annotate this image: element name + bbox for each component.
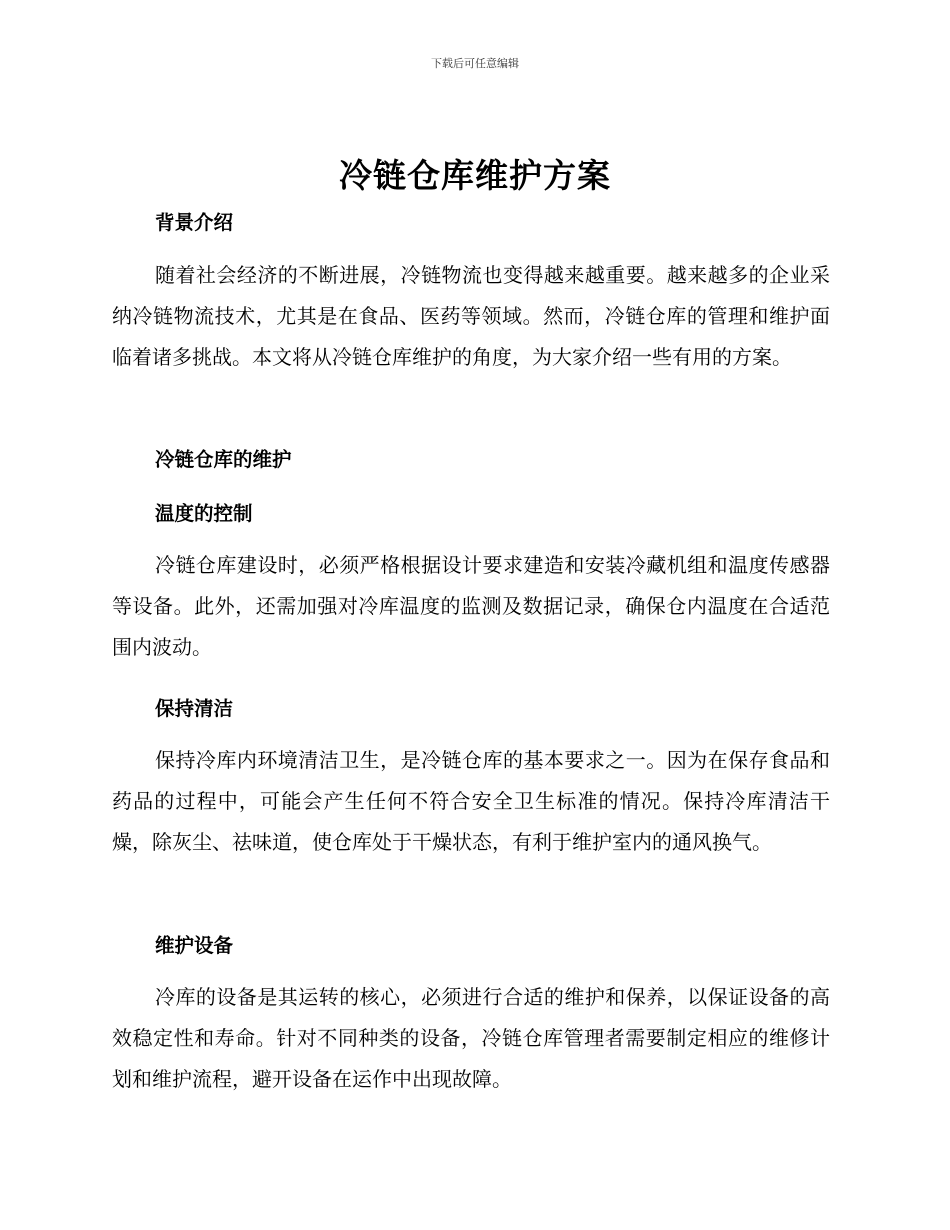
section-heading-background: 背景介绍	[155, 211, 234, 234]
section-heading-maintenance: 冷链仓库的维护	[155, 448, 292, 471]
paragraph-cleaning: 保持冷库内环境清洁卫生，是冷链仓库的基本要求之一。因为在保存食品和药品的过程中，可能会产生任何不符合安全卫生标准的情况。保持冷库清洁干燥，除灰尘、祛味道，使仓库处于干燥状态，有利于维护室内的通风换气。	[112, 748, 830, 854]
page-header-note: 下载后可任意编辑	[431, 57, 519, 70]
paragraph-temperature: 冷链仓库建设时，必须严格根据设计要求建造和安装冷藏机组和温度传感器等设备。此外，还需加强对冷库温度的监测及数据记录，确保仓内温度在合适范围内波动。	[112, 553, 830, 659]
section-heading-equipment: 维护设备	[155, 934, 234, 957]
section-heading-cleaning: 保持清洁	[155, 697, 234, 720]
section-heading-temperature: 温度的控制	[155, 502, 253, 525]
document-title: 冷链仓库维护方案	[339, 156, 611, 195]
paragraph-equipment: 冷库的设备是其运转的核心，必须进行合适的维护和保养，以保证设备的高效稳定性和寿命。针对不同种类的设备，冷链仓库管理者需要制定相应的维修计划和维护流程，避开设备在运作中出现故障。	[112, 985, 830, 1091]
paragraph-background: 随着社会经济的不断进展，冷链物流也变得越来越重要。越来越多的企业采纳冷链物流技术，尤其是在食品、医药等领域。然而，冷链仓库的管理和维护面临着诸多挑战。本文将从冷链仓库维护的角度，为大家介绍一些有用的方案。	[112, 263, 830, 369]
